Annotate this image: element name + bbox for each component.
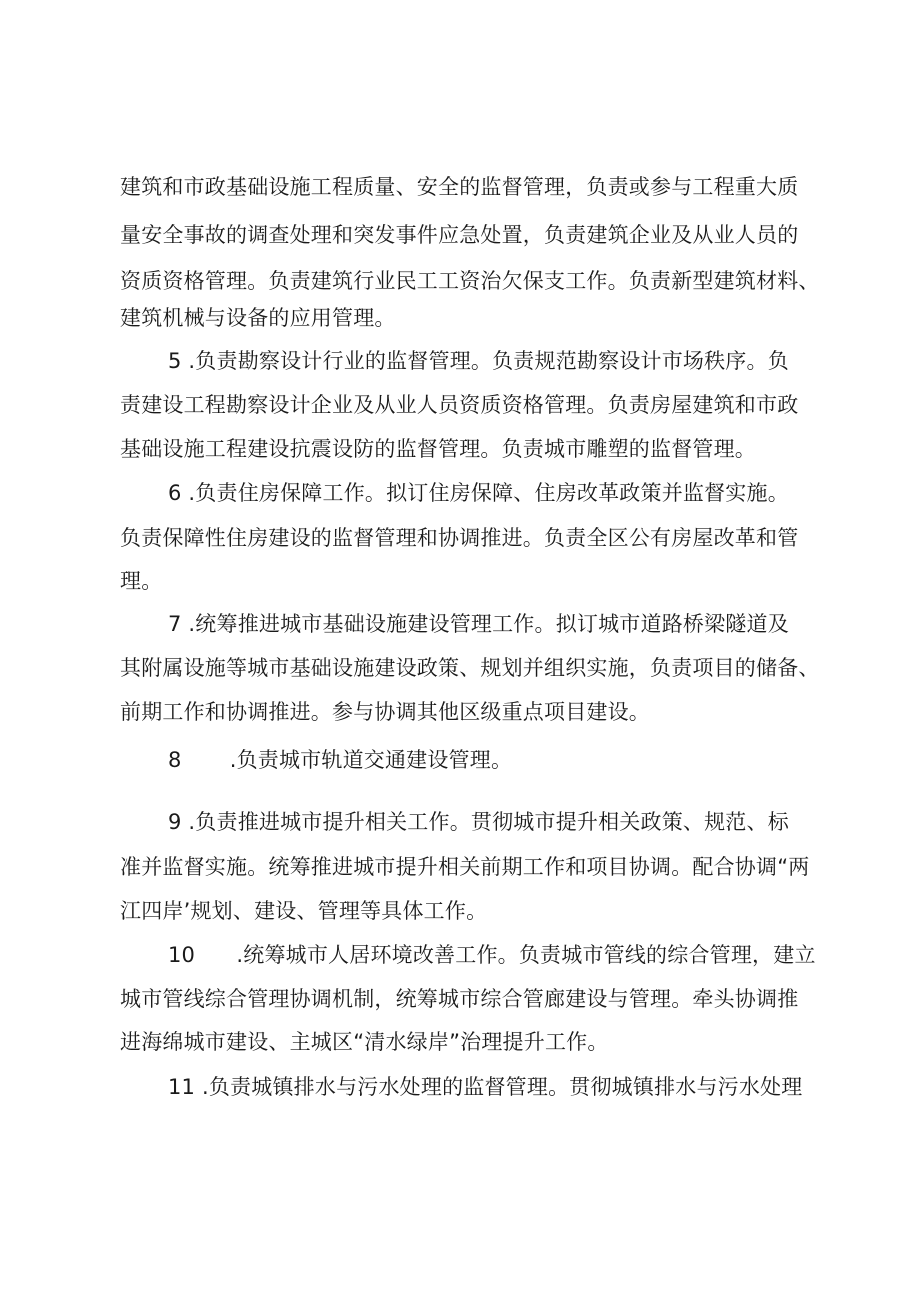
paragraph-6-start: 6 .负责住房保障工作。拟订住房保障、住房改革政策并监督实施。 — [168, 481, 789, 505]
text-line: 其附属设施等城市基础设施建设政策、规划并组织实施，负责项目的储备、 — [120, 656, 820, 680]
text-line: 建筑机械与设备的应用管理。 — [120, 306, 396, 330]
text-line: 资质资格管理。负责建筑行业民工工资治欠保支工作。负责新型建筑材料、 — [120, 269, 820, 293]
text-line: 责建设工程勘察设计企业及从业人员资质资格管理。负责房屋建筑和市政 — [120, 393, 799, 417]
paragraph-8-start: 8 .负责城市轨道交通建设管理。 — [168, 748, 513, 772]
text-line: 量安全事故的调查处理和突发事件应急处置，负责建筑企业及从业人员的 — [120, 223, 799, 247]
paragraph-5-start: 5 .负责勘察设计行业的监督管理。负责规范勘察设计市场秩序。负 — [168, 349, 789, 373]
text-line: 理。 — [120, 569, 163, 593]
paragraph-7-start: 7 .统筹推进城市基础设施建设管理工作。拟订城市道路桥梁隧道及 — [168, 612, 789, 636]
text-line: 城市管线综合管理协调机制，统筹城市综合管廊建设与管理。牵头协调推 — [120, 987, 799, 1011]
paragraph-9-start: 9 .负责推进城市提升相关工作。贯彻城市提升相关政策、规范、标 — [168, 810, 789, 834]
text-line: 负责保障性住房建设的监督管理和协调推进。负责全区公有房屋改革和管 — [120, 526, 799, 550]
text-line: 前期工作和协调推进。参与协调其他区级重点项目建设。 — [120, 700, 650, 724]
text-line: 基础设施工程建设抗震设防的监督管理。负责城市雕塑的监督管理。 — [120, 437, 756, 461]
paragraph-10-start: 10 .统筹城市人居环境改善工作。负责城市管线的综合管理，建立 — [168, 943, 816, 967]
text-line: 江四岸’规划、建设、管理等具体工作。 — [120, 899, 488, 923]
text-line: 准并监督实施。统筹推进城市提升相关前期工作和项目协调。配合协调“两 — [120, 855, 810, 879]
text-line: 建筑和市政基础设施工程质量、安全的监督管理，负责或参与工程重大质 — [120, 175, 799, 199]
paragraph-11-start: 11 .负责城镇排水与污水处理的监督管理。贯彻城镇排水与污水处理 — [168, 1075, 803, 1099]
text-line: 进海绵城市建设、主城区“清水绿岸”治理提升工作。 — [120, 1030, 609, 1054]
